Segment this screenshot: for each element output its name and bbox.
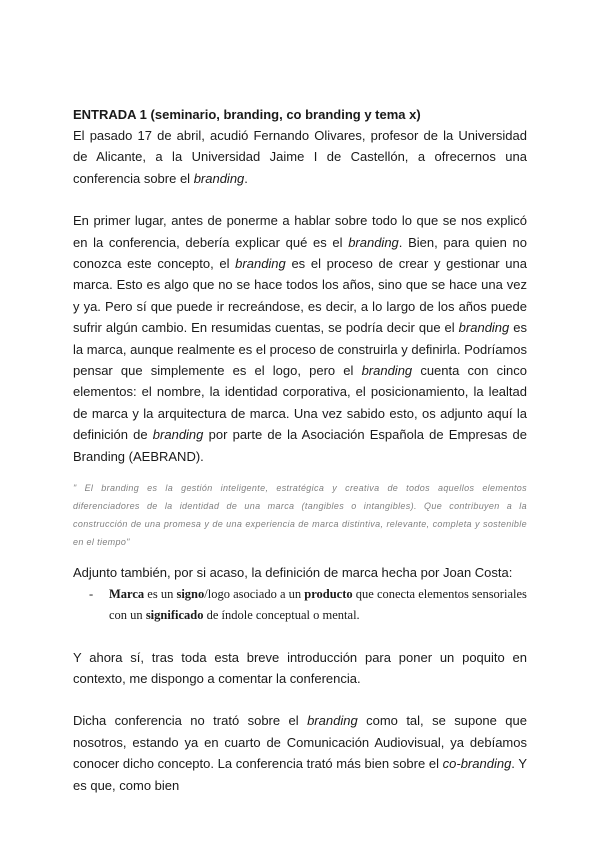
- paragraph-gap: [73, 626, 527, 647]
- branding-term: branding: [235, 256, 286, 272]
- aebrand-quote: " El branding es la gestión inteligente, estratégica y creativa de todos aquellos elementos diferenciadores de la identidad de una marca (tangibles o intangibles). Que contribuyen a la construcción de una promesa y de una experiencia de marca distintiva, relevante, completa y sostenible en el tiempo": [73, 483, 527, 548]
- branding-term: branding: [307, 713, 358, 729]
- paragraph-text: . Y es que, como bien: [73, 756, 527, 793]
- paragraph-text: por parte de la Asociación Española de Empresas de Branding (AEBRAND).: [73, 427, 527, 464]
- branding-term: branding: [152, 427, 204, 443]
- list-text: es un: [144, 586, 177, 601]
- paragraph-text: Dicha conferencia no trató sobre el: [73, 713, 308, 729]
- list-text: de índole conceptual o mental.: [203, 607, 360, 622]
- co-branding-term: co-branding: [442, 756, 512, 772]
- document-page: [73, 105, 527, 796]
- bold-term: significado: [145, 607, 204, 622]
- conference-paragraph: [73, 710, 527, 796]
- paragraph-text: . Bien, para quien no conozca este concepto, el: [73, 234, 528, 272]
- list-dash: -: [89, 586, 94, 601]
- paragraph-text: es el proceso de crear y gestionar una marca. Esto es algo que no se hace todos los años, sino que se hace una vez y ya. Pero sí que puede ir recreándose, es decir, a lo largo de los años puede sufrir algún cambio. En resumidas cuentas, se podría decir que el: [73, 256, 527, 336]
- branding-term: branding: [193, 170, 245, 186]
- entry-title: ENTRADA 1 (seminario, branding, co branding y tema x): [73, 107, 421, 122]
- list-text: que conecta elementos sensoriales con un: [109, 586, 527, 622]
- branding-term: branding: [361, 363, 413, 379]
- branding-definition-paragraph: [73, 210, 527, 467]
- intro-paragraph: [73, 125, 527, 189]
- branding-term: branding: [458, 320, 510, 336]
- bold-term: signo: [176, 586, 205, 601]
- costa-intro-paragraph: Adjunto también, por si acaso, la definición de marca hecha por Joan Costa:: [73, 565, 513, 581]
- intro-text-end: .: [244, 170, 248, 186]
- intro-text: El pasado 17 de abril, acudió Fernando Olivares, profesor de la Universidad de Alicante, a la Universidad Jaime I de Castellón, a ofrecernos una conferencia sobre el: [73, 128, 527, 186]
- paragraph-gap: [73, 189, 527, 210]
- paragraph-text: cuenta con cinco elementos: el nombre, la identidad corporativa, el posicionamiento, la lealtad de marca y la arquitectura de marca. Una vez sabido esto, os adjunto aquí la definición de: [73, 363, 527, 443]
- paragraph-text: como tal, se supone que nosotros, estando ya en cuarto de Comunicación Audiovisual, ya debíamos conocer dicho concepto. La conferencia trató más bien sobre el: [73, 713, 527, 772]
- branding-term: branding: [348, 234, 399, 250]
- list-item: [73, 584, 527, 626]
- paragraph-text: es la marca, aunque realmente es el proceso de construirla y definirla. Podríamos pensar que simplemente es el logo, pero el: [73, 320, 527, 379]
- paragraph-text: En primer lugar, antes de ponerme a hablar sobre todo lo que se nos explicó en la conferencia, debería explicar qué es el: [73, 213, 527, 250]
- costa-definition-list: [73, 584, 527, 626]
- bold-term: producto: [304, 586, 353, 601]
- bold-term: Marca: [109, 586, 145, 601]
- transition-paragraph: Y ahora sí, tras toda esta breve introducción para poner un poquito en contexto, me dispongo a comentar la conferencia.: [73, 649, 527, 686]
- list-text: /logo asociado a un: [204, 586, 305, 601]
- paragraph-gap: [73, 689, 527, 710]
